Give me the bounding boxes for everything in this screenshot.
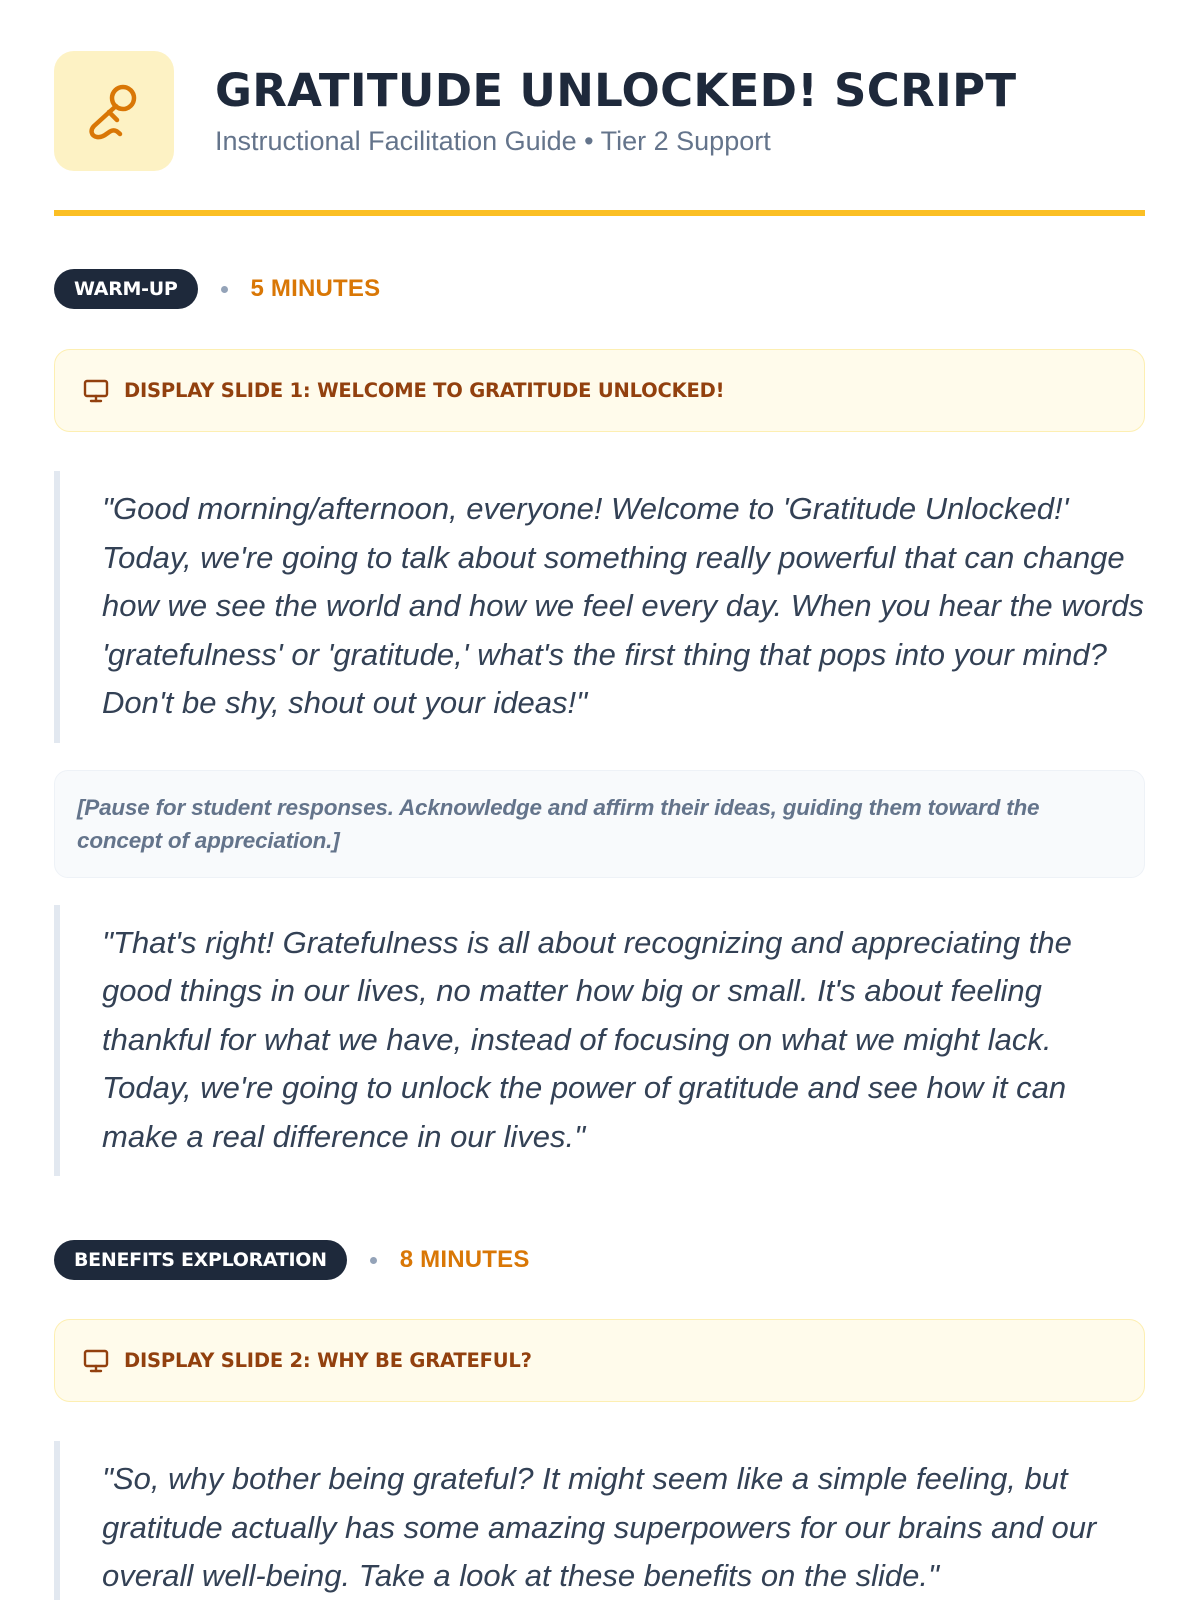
header-text [215, 65, 1016, 157]
stage-direction: [Pause for student responses. Acknowledge and affirm their ideas, guiding them toward the concept of appreciation.] [54, 770, 1145, 878]
section-duration: 8 MINUTES [399, 1246, 530, 1273]
section-badge: WARM-UP [54, 269, 198, 309]
page-header [54, 0, 1145, 216]
monitor-icon [82, 377, 110, 405]
slide-callout [54, 349, 1145, 432]
separator-dot [221, 286, 228, 293]
section-badge: BENEFITS EXPLORATION [54, 1240, 347, 1280]
section-header-warm-up [54, 269, 1145, 309]
slide-callout [54, 1319, 1145, 1402]
section-header-benefits-exploration [54, 1240, 1145, 1280]
page-subtitle: Instructional Facilitation Guide • Tier 2 Support [215, 126, 771, 156]
section-duration: 5 MINUTES [250, 275, 381, 302]
script-quote: "So, why bother being grateful? It might seem like a simple feeling, but gratitude actually has some amazing superpowers for our brains and our overall well-being. Take a look at these benefits on the slide." [54, 1441, 1145, 1600]
slide-label: DISPLAY SLIDE 1: WELCOME TO GRATITUDE UNLOCKED! [124, 379, 725, 402]
script-quote: "That's right! Gratefulness is all about recognizing and appreciating the good things in our lives, no matter how big or small. It's about feeling thankful for what we have, instead of focusing on what we might lack. Today, we're going to unlock the power of gratitude and see how it can make a real difference in our lives." [54, 905, 1145, 1177]
microphone-icon [54, 51, 174, 171]
script-quote: "Good morning/afternoon, everyone! Welcome to 'Gratitude Unlocked!' Today, we're going to talk about something really powerful that can change how we see the world and how we feel every day. When you hear the words 'gratefulness' or 'gratitude,' what's the first thing that pops into your mind? Don't be shy, shout out your ideas!" [54, 471, 1145, 743]
monitor-icon [82, 1347, 110, 1375]
slide-label: DISPLAY SLIDE 2: WHY BE GRATEFUL? [124, 1349, 532, 1372]
page-title: GRATITUDE UNLOCKED! SCRIPT [215, 64, 1017, 117]
separator-dot [370, 1257, 377, 1264]
